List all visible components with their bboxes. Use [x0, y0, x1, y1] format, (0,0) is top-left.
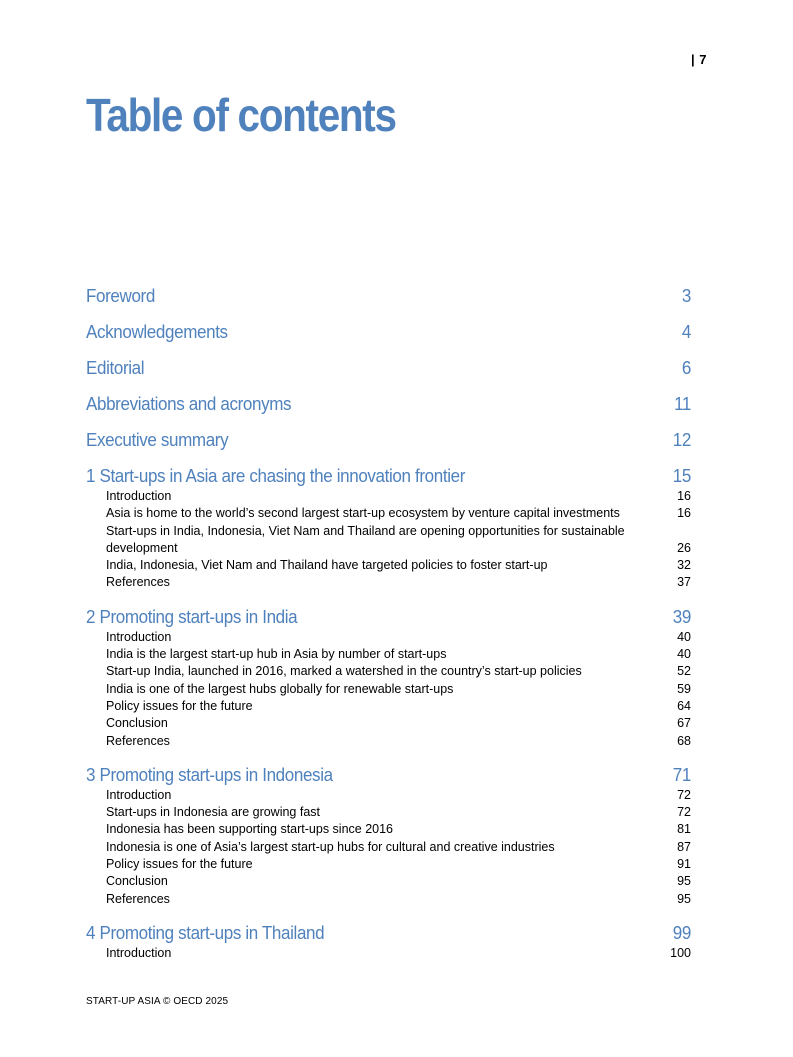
- section-page: 95: [677, 891, 691, 906]
- section-entry[interactable]: [86, 839, 691, 856]
- section-page: 52: [677, 664, 691, 679]
- toc-entry-editorial[interactable]: [86, 356, 691, 392]
- chapter-2: [86, 605, 691, 750]
- section-page: 16: [677, 506, 691, 521]
- section-label: Policy issues for the future: [106, 698, 253, 713]
- toc-entry-label: Acknowledgements: [86, 321, 228, 342]
- section-label: Start-up India, launched in 2016, marked a watershed in the country’s start-up policies: [106, 664, 582, 679]
- section-page: 81: [677, 822, 691, 837]
- section-entry[interactable]: [86, 505, 691, 522]
- section-entry[interactable]: [86, 629, 691, 646]
- section-label: Conclusion: [106, 874, 168, 889]
- section-entry[interactable]: [86, 663, 691, 680]
- chapter-heading[interactable]: [86, 921, 691, 945]
- section-page: 95: [677, 874, 691, 889]
- toc-entry-page: 4: [681, 321, 691, 342]
- section-page: 59: [677, 681, 691, 696]
- section-label: India, Indonesia, Viet Nam and Thailand have targeted policies to foster start-up: [106, 558, 548, 573]
- section-entry[interactable]: [86, 557, 691, 574]
- section-entry[interactable]: [86, 873, 691, 890]
- toc-entry-abbreviations[interactable]: [86, 392, 691, 428]
- section-entry[interactable]: [86, 787, 691, 804]
- section-label: Start-ups in Indonesia are growing fast: [106, 805, 321, 820]
- section-page: 72: [677, 805, 691, 820]
- toc-entry-executive-summary[interactable]: [86, 428, 691, 464]
- chapter-title: 2 Promoting start-ups in India: [86, 605, 298, 627]
- section-page: 68: [677, 733, 691, 748]
- chapter-heading[interactable]: [86, 605, 691, 629]
- chapter-page: 39: [672, 605, 691, 627]
- section-entry[interactable]: [86, 856, 691, 873]
- chapter-page: 99: [672, 921, 691, 943]
- page-title: Table of contents: [86, 89, 396, 141]
- toc-entry-label: Editorial: [86, 357, 145, 378]
- section-page: 72: [677, 787, 691, 802]
- page-number: | 7: [691, 52, 707, 67]
- section-label: Indonesia has been supporting start-ups since 2016: [106, 822, 393, 837]
- section-label: Introduction: [106, 945, 172, 960]
- section-page: 26: [677, 540, 691, 555]
- toc-entry-page: 3: [681, 285, 691, 306]
- section-page: 37: [677, 575, 691, 590]
- section-label: References: [106, 733, 170, 748]
- toc-entry-foreword[interactable]: [86, 284, 691, 320]
- chapter-title: 1 Start-ups in Asia are chasing the innovation frontier: [86, 465, 466, 486]
- section-page: 32: [677, 558, 691, 573]
- section-page: 91: [677, 857, 691, 872]
- chapter-page: 15: [672, 465, 691, 486]
- section-page: 40: [677, 647, 691, 662]
- section-label: India is the largest start-up hub in Asia by number of start-ups: [106, 647, 447, 662]
- section-entry[interactable]: [86, 646, 691, 663]
- section-label: Start-ups in India, Indonesia, Viet Nam and Thailand are opening opportunities for sustainable development: [106, 523, 625, 555]
- toc-entry-label: Executive summary: [86, 429, 229, 450]
- table-of-contents: [86, 284, 691, 975]
- section-entry[interactable]: [86, 804, 691, 821]
- section-page: 40: [677, 629, 691, 644]
- section-entry[interactable]: [86, 733, 691, 750]
- chapter-3: [86, 763, 691, 908]
- section-label: Policy issues for the future: [106, 857, 253, 872]
- chapter-title: 3 Promoting start-ups in Indonesia: [86, 763, 333, 785]
- chapter-1: [86, 464, 691, 592]
- toc-entry-acknowledgements[interactable]: [86, 320, 691, 356]
- toc-entry-page: 12: [672, 429, 691, 450]
- section-entry[interactable]: [86, 715, 691, 732]
- section-label: India is one of the largest hubs globally for renewable start-ups: [106, 681, 454, 696]
- section-label: Introduction: [106, 787, 172, 802]
- main-entries: [86, 284, 691, 464]
- section-label: References: [106, 891, 170, 906]
- section-page: 100: [670, 945, 691, 960]
- toc-entry-label: Foreword: [86, 285, 155, 306]
- section-entry[interactable]: [86, 523, 691, 558]
- footer-copyright: START-UP ASIA © OECD 2025: [86, 996, 229, 1007]
- chapter-page: 71: [672, 763, 691, 785]
- section-page: 87: [677, 839, 691, 854]
- section-page: 64: [677, 698, 691, 713]
- section-label: Introduction: [106, 629, 172, 644]
- chapter-heading[interactable]: [86, 464, 691, 488]
- section-page: 67: [677, 716, 691, 731]
- section-entry[interactable]: [86, 821, 691, 838]
- toc-entry-page: 11: [674, 393, 691, 414]
- chapter-4: [86, 921, 691, 962]
- section-label: Introduction: [106, 489, 172, 503]
- section-entry[interactable]: [86, 891, 691, 908]
- section-entry[interactable]: [86, 681, 691, 698]
- toc-entry-page: 6: [681, 357, 691, 378]
- chapter-heading[interactable]: [86, 763, 691, 787]
- section-entry[interactable]: [86, 945, 691, 962]
- section-page: 16: [677, 489, 691, 503]
- section-entry[interactable]: [86, 488, 691, 505]
- section-entry[interactable]: [86, 574, 691, 591]
- section-label: Indonesia is one of Asia’s largest start-up hubs for cultural and creative industries: [106, 839, 555, 854]
- section-label: Conclusion: [106, 716, 168, 731]
- section-label: References: [106, 575, 170, 590]
- chapter-title: 4 Promoting start-ups in Thailand: [86, 921, 325, 943]
- section-label: Asia is home to the world’s second largest start-up ecosystem by venture capital investments: [106, 506, 620, 521]
- section-entry[interactable]: [86, 698, 691, 715]
- toc-entry-label: Abbreviations and acronyms: [86, 393, 292, 414]
